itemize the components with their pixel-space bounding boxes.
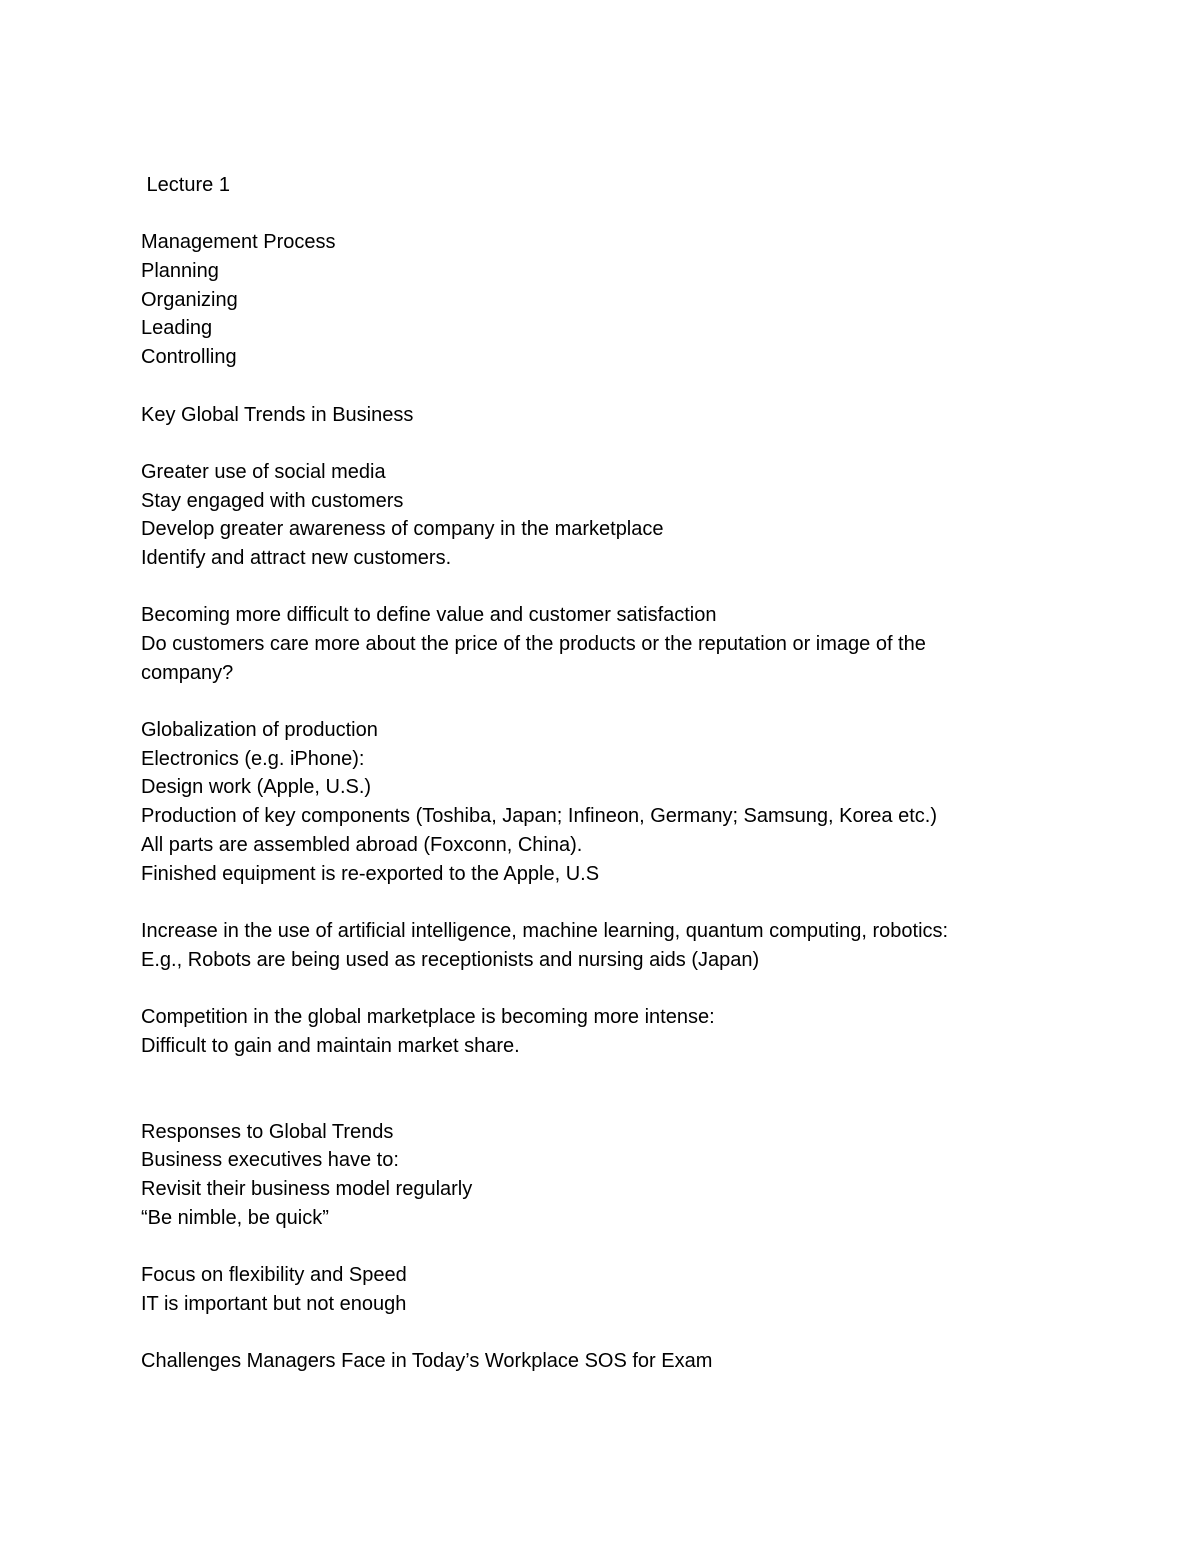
text-line: Design work (Apple, U.S.) [141,776,372,799]
heading-globalization: Globalization of production [141,719,378,742]
text-line: Competition in the global marketplace is becoming more intense: [141,1005,715,1028]
heading-challenges: Challenges Managers Face in Today’s Workplace SOS for Exam [141,1350,713,1373]
text-line: company? [141,661,234,684]
text-line: Planning [141,260,219,283]
lecture-title: Lecture 1 [141,174,230,196]
heading-management-process: Management Process [141,231,336,254]
text-line: Revisit their business model regularly [141,1178,473,1201]
text-line: “Be nimble, be quick” [141,1206,329,1229]
text-line: Identify and attract new customers. [141,546,452,569]
text-line: Increase in the use of artificial intelligence, machine learning, quantum computing, robotics: [141,919,949,942]
text-line: All parts are assembled abroad (Foxconn, China). [141,833,583,856]
text-line: Leading [141,317,213,340]
blank-line [141,573,1141,602]
blank-line [141,888,1141,917]
heading-key-global-trends: Key Global Trends in Business [141,403,414,426]
text-line: Difficult to gain and maintain market share. [141,1034,520,1057]
text-line: Focus on flexibility and Speed [141,1264,407,1287]
blank-line [141,1089,1141,1118]
blank-line [141,200,1141,229]
blank-line [141,429,1141,458]
blank-line [141,1232,1141,1261]
text-line: Stay engaged with customers [141,489,404,512]
blank-line [141,1319,1141,1348]
text-line: Develop greater awareness of company in the marketplace [141,518,664,541]
text-line: Becoming more difficult to define value and customer satisfaction [141,604,717,627]
document-body [141,171,1141,1376]
text-line: Production of key components (Toshiba, Japan; Infineon, Germany; Samsung, Korea etc.) [141,805,937,828]
blank-line [141,372,1141,401]
text-line: Electronics (e.g. iPhone): [141,747,365,770]
text-line: Finished equipment is re-exported to the Apple, U.S [141,862,600,885]
blank-line [141,974,1141,1003]
blank-line [141,1060,1141,1089]
text-line: IT is important but not enough [141,1292,407,1315]
blank-line [141,687,1141,716]
text-line: Greater use of social media [141,460,386,483]
text-line: Organizing [141,288,238,311]
text-line: Business executives have to: [141,1149,399,1172]
text-line: Controlling [141,346,237,369]
text-line: Do customers care more about the price of the products or the reputation or image of the [141,633,926,655]
text-line: E.g., Robots are being used as receptionists and nursing aids (Japan) [141,948,760,971]
heading-responses: Responses to Global Trends [141,1120,394,1143]
